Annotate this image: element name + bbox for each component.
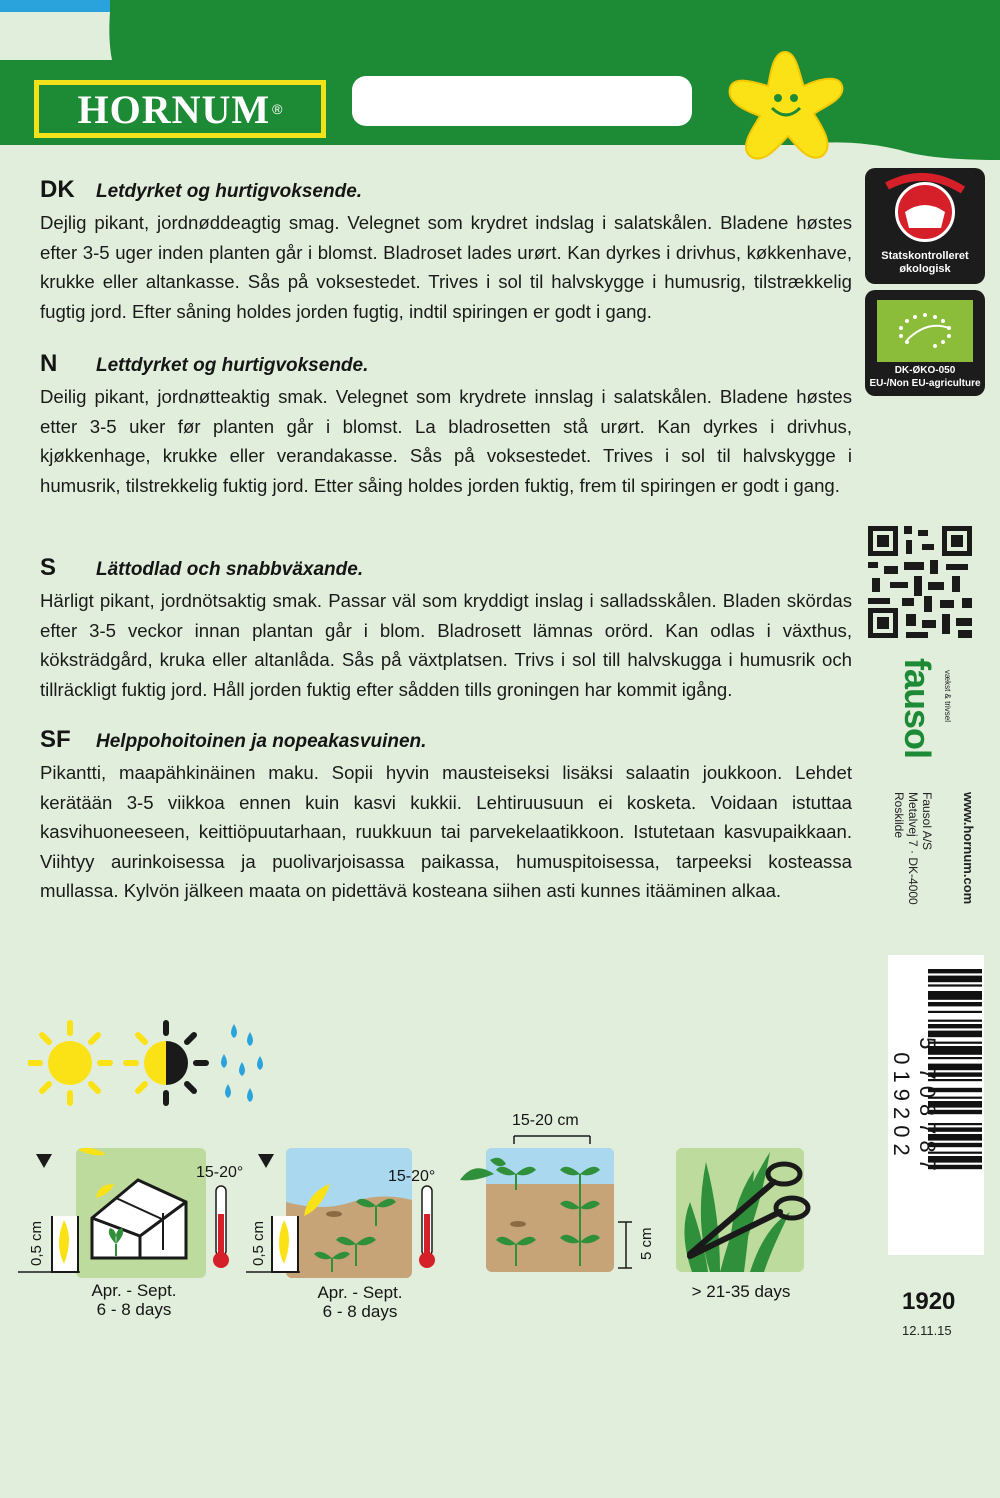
weather-icons	[28, 1018, 278, 1108]
barcode-bar	[928, 969, 982, 973]
half-sun-icon	[126, 1023, 206, 1103]
brand-name: HORNUM	[77, 86, 271, 132]
section-title: Lättodlad och snabbväxande.	[96, 559, 364, 580]
depth-label-2: 0,5 cm	[250, 1220, 267, 1266]
brand-reg: ®	[272, 101, 283, 117]
product-code: 1920	[902, 1288, 956, 1315]
organic-badge-dk	[865, 168, 985, 284]
barcode	[888, 955, 984, 1255]
publisher-name: Fausol A/S	[920, 792, 934, 851]
diagram-greenhouse	[18, 1140, 268, 1280]
section-code: DK	[40, 176, 75, 203]
arrow-down-icon	[36, 1154, 52, 1168]
section-body: Dejlig pikant, jordnøddeagtig smag. Velegnet som krydret indslag i salatskålen. Bladene høstes efter 3-5 uger inden planten går i blomst. Bladroset lades urørt. Kan dyrkes i drivhus, køkkenhave, krukke eller altankasse. Sås på voksestedet. Trives i sol til halvskygge i humusrig, tilstrækkelig fugtig jord. Efter såning holdes jorden fugtig, indtil spiringen er godt i gang.	[40, 212, 852, 322]
thermometer-icon	[213, 1186, 229, 1268]
caption-2-days: 6 - 8 days	[322, 1302, 398, 1321]
qr-code-icon	[866, 522, 974, 642]
section-body: Pikantti, maapähkinäinen maku. Sopii hyvin mausteiseksi lisäksi salaatin joukkoon. Lehdet kerätään 3-5 viikkoa ennen kuin kasvi kukkii. Lehtiruusuun ei kosketa. Voidaan istuttaa kasvihuoneeseen, keittiöpuutarhaan, ruukkuun tai parvekelaatikkoon. Istutetaan kasvupaikkaan. Viihtyy aurinkoisessa ja puolivarjoisassa paikassa, humuspitoisessa, tarpeeksi kosteassa mullassa. Kylvön jälkeen maata on pidettävä kosteana siihen asti kunnes itääminen alkaa.	[40, 762, 852, 901]
temp-label-1: 15-20°	[196, 1164, 244, 1181]
section-body: Deilig pikant, jordnøtteaktig smak. Velegnet som krydrete innslag i salatskålen. Bladene høstes etter 3-5 uker før planten går i blomst. La bladrosetten stå urørt. Kan dyrkes i drivhus, kjøkkenhage, krukke eller verandakasse. Sås på voksestedet. Trives i sol til halvskygge i humusrik, tilstrekkelig fuktig jord. Etter såing holdes jorden fuktig, frem til spiringen er godt i gang.	[40, 386, 852, 496]
fausol-tagline: vækst & trivsel	[943, 670, 952, 723]
caption-4: > 21-35 days	[691, 1282, 791, 1301]
print-date: 12.11.15	[902, 1323, 952, 1338]
diagram-spacing	[450, 1134, 650, 1274]
thermometer-icon	[419, 1186, 435, 1268]
rain-icon	[221, 1024, 263, 1102]
diagram-outdoor	[246, 1140, 466, 1280]
organic-badge-eu-label	[865, 364, 985, 390]
section-sf	[40, 726, 852, 906]
depth-label-1: 0,5 cm	[28, 1220, 45, 1266]
flower-mascot-icon	[720, 42, 850, 172]
fausol-logo: fausol	[897, 658, 938, 759]
section-body: Härligt pikant, jordnötsaktig smak. Passar väl som kryddigt inslag i salladsskålen. Bladen skördas efter 3-5 veckor innan plantan går i blom. Bladrosett lämnas orörd. Kan odlas i växthus, köksträdgård, kruka eller altanlåda. Sås på växtplatsen. Trivs i sol till halvskugga i humusrik och tillräckligt fuktig jord. Håll jorden fuktig efter sådden tills groningen har kommit igång.	[40, 590, 852, 700]
organic-badge-eu-sub: EU-/Non EU-agriculture	[869, 378, 981, 389]
spacing-label: 15-20 cm	[512, 1112, 579, 1129]
height-label: 5 cm	[638, 1227, 655, 1260]
section-s	[40, 554, 852, 704]
organic-badge-eu-code: DK-ØKO-050	[894, 365, 956, 376]
organic-badge-dk-label: Statskontrolleret økologisk	[881, 250, 969, 275]
organic-badge-eu	[865, 290, 985, 396]
caption-2-months: Apr. - Sept.	[317, 1283, 403, 1302]
eu-leaf-icon	[877, 300, 973, 362]
sun-icon	[30, 1023, 110, 1103]
temp-label-2: 15-20°	[388, 1168, 436, 1185]
section-code: S	[40, 554, 57, 581]
caption-1-days: 6 - 8 days	[96, 1300, 172, 1319]
section-code: SF	[40, 726, 71, 753]
publisher-address: Metalvej 7 · DK-4000 Roskilde	[892, 792, 920, 905]
caption-1-months: Apr. - Sept.	[91, 1281, 177, 1300]
section-title: Lettdyrket og hurtigvoksende.	[96, 355, 369, 376]
brand-logo	[34, 80, 326, 138]
section-code: N	[40, 350, 58, 377]
caption-1	[64, 1281, 204, 1319]
publisher-web: www.hornum.com	[961, 792, 976, 905]
arrow-down-icon	[258, 1154, 274, 1168]
publisher-block	[892, 652, 992, 952]
section-title: Letdyrket og hurtigvoksende.	[96, 181, 363, 202]
blue-corner	[0, 0, 110, 12]
barcode-digits: 5 708787 019202	[889, 1037, 940, 1177]
blank-label	[352, 76, 692, 126]
section-dk	[40, 176, 852, 326]
diagram-harvest	[670, 1134, 820, 1274]
section-title: Helppohoitoinen ja nopeakasvuinen.	[96, 731, 427, 752]
section-n	[40, 350, 852, 500]
caption-2	[290, 1283, 430, 1321]
